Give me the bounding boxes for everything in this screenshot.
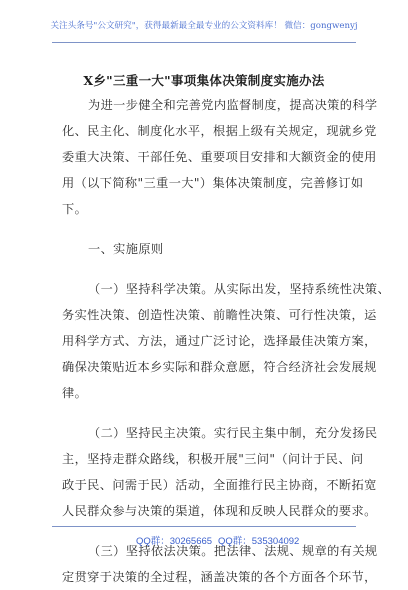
header-divider	[52, 42, 356, 43]
document-title: X乡"三重一大"事项集体决策制度实施办法	[83, 73, 325, 88]
spacer	[62, 222, 342, 236]
footer-divider	[52, 526, 356, 527]
body-line: 用（以下简称"三重一大"）集体决策制度，完善修订如	[62, 176, 364, 190]
document-body	[62, 92, 391, 590]
body-line: （二）坚持民主决策。实行民主集中制，充分发扬民	[88, 426, 378, 440]
body-line: 下。	[62, 202, 88, 216]
body-line: （三）坚持依法决策。把法律、法规、规章的有关规	[88, 544, 378, 558]
body-line: 用科学方式、方法，通过广泛讨论，选择最佳决策方案，	[62, 334, 377, 348]
body-line: 化、民主化、制度化水平，根据上级有关规定，现就乡党	[62, 124, 377, 138]
body-line: 定贯穿于决策的全过程，涵盖决策的各个方面各个环节，	[62, 570, 377, 584]
body-line: 政于民、问需于民）活动，全面推行民主协商，不断拓宽	[62, 478, 377, 492]
section-heading: 一、实施原则	[88, 242, 164, 256]
body-line: 委重大决策、干部任免、重要项目安排和大额资金的使用	[62, 150, 377, 164]
spacer	[62, 406, 342, 420]
body-line: 务实性决策、创造性决策、前瞻性决策、可行性决策，运	[62, 308, 377, 322]
body-line: 律。	[62, 386, 88, 400]
footer-qq-group-1: QQ群：30265665	[136, 536, 213, 547]
body-line: （一）坚持科学决策。从实际出发，坚持系统性决策、	[88, 282, 391, 296]
body-line: 确保决策贴近本乡实际和群众意愿，符合经济社会发展规	[62, 360, 377, 374]
spacer	[62, 262, 342, 276]
footer-qq-group-2: QQ群：535304092	[218, 536, 300, 547]
page-header: 关注头条号"公文研究"，获得最新最全最专业的公文资料库！ 微信：gongwenyj	[50, 21, 358, 31]
body-line: 为进一步健全和完善党内监督制度，提高决策的科学	[88, 98, 378, 112]
body-line: 人民群众参与决策的渠道，体现和反映人民群众的要求。	[62, 504, 377, 518]
body-line: 主，坚持走群众路线，积极开展"三问"（问计于民、问	[62, 452, 364, 466]
